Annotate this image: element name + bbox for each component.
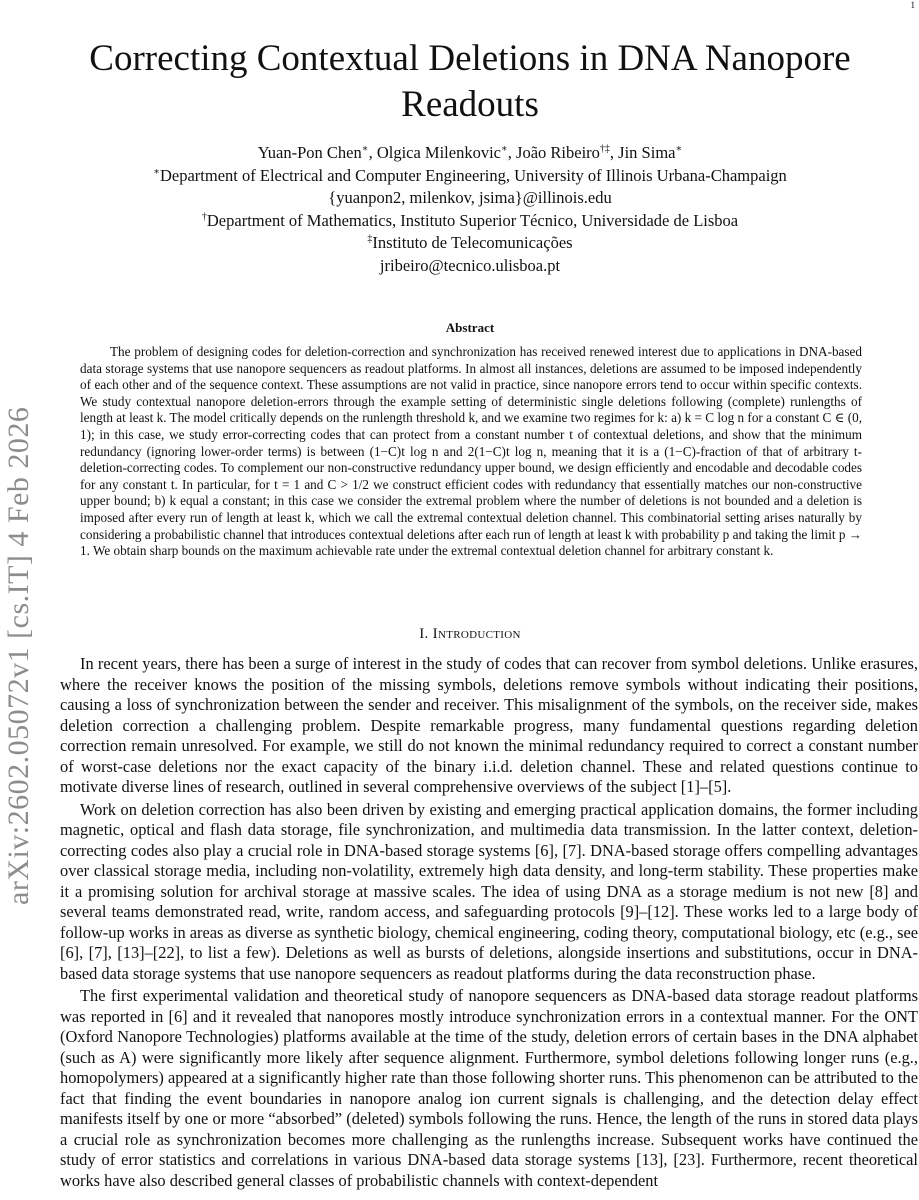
arxiv-identifier: arXiv:2602.05072v1 [cs.IT] 4 Feb 2026: [2, 406, 35, 905]
section-title: Introduction: [432, 626, 521, 642]
body-paragraph: In recent years, there has been a surge of interest in the study of codes that can recover from symbol deletions. Unlike erasures, where the receiver knows the position of the missing symbols, deletions remove symbols without indicating their positions, causing a loss of synchronization between the sender and receiver. This misalignment of the symbols, on the receiver side, makes deletion correction a challenging problem. Despite remarkable progress, many fundamental questions regarding deletion correction remain unresolved. For example, we still do not known the minimal redundancy required to correct a constant number of worst-case deletions nor the exact capacity of the binary i.i.d. deletion channel. These and related questions continue to motivate diverse lines of research, outlined in several comprehensive overviews of the subject [1]–[5].: [60, 654, 918, 796]
author-name: Yuan-Pon Chen: [257, 143, 362, 162]
affiliation-line: [60, 232, 880, 255]
affiliation-text: Department of Mathematics, Instituto Superior Técnico, Universidade de Lisboa: [206, 210, 739, 230]
author-name: , João Ribeiro: [507, 143, 600, 162]
page-number: 1: [910, 0, 915, 10]
section-body: [60, 654, 918, 1193]
affiliation-line: [60, 210, 880, 233]
affiliation-mark: †: [201, 211, 207, 222]
email-line: {yuanpon2, milenkov, jsima}@illinois.edu: [328, 188, 612, 207]
paper-title: Correcting Contextual Deletions in DNA Nanopore Readouts: [89, 38, 851, 125]
author-name: , Jin Sima: [609, 143, 676, 162]
affiliation-text: Department of Electrical and Computer Engineering, University of Illinois Urbana-Champaign: [159, 165, 787, 185]
abstract-text: The problem of designing codes for deletion-correction and synchronization has received renewed interest due to applications in DNA-based data storage systems that use nanopore sequencers as readout platforms. In almost all instances, deletions are assumed to be imposed independently of each other and of the sequence context. These assumptions are not valid in practice, since nanopore errors tend to occur within specific contexts. We study contextual nanopore deletion-errors through the example setting of deterministic single deletions following (complete) runlengths of length at least k. The model critically depends on the runlength threshold k, and we examine two regimes for k: a) k = C log n for a constant C ∈ (0, 1); in this case, we study error-correcting codes that can protect from a constant number t of contextual deletions, and show that the minimum redundancy (ignoring lower-order terms) is between (1−C)t log n and 2(1−C)t log n, meaning that it is a (1−C)-fraction of that of arbitrary t-deletion-correcting codes. To complement our non-constructive redundancy upper bound, we design efficiently and encodable and decodable codes for any constant t. In particular, for t = 1 and C > 1/2 we construct efficient codes with redundancy that essentially matches our non-constructive upper bound; b) k equal a constant; in this case we consider the extremal problem where the number of deletions is not bounded and a deletion is imposed after every run of length at least k, which we call the extremal contextual deletion channel. This combinatorial setting arises naturally by considering a probabilistic channel that introduces contextual deletions after each run of length at least k with probability p and taking the limit p → 1. We obtain sharp bounds on the maximum achievable rate under the extremal contextual deletion channel for arbitrary constant k.: [80, 344, 862, 559]
affiliation-mark: ‡: [367, 233, 373, 245]
affiliation-mark: ∗: [153, 166, 160, 177]
affiliation-mark: ∗: [501, 143, 508, 155]
body-paragraph: The first experimental validation and theoretical study of nanopore sequencers as DNA-based data storage readout platforms was reported in [6] and it revealed that nanopores mostly introduce synchronization errors in a contextual manner. For the ONT (Oxford Nanopore Technologies) platforms available at the time of the study, deletion errors of certain bases in the DNA alphabet (such as A) were significantly more likely after sequence alignment. Furthermore, symbol deletions following longer runs (e.g., homopolymers) appeared at a significantly higher rate than those following shorter runs. This phenomenon can be attributed to the fact that finding the event boundaries in nanopore analog ion current signals is challenging, and the detection delay effect manifests itself by one or more “absorbed” (deleted) symbols following the runs. Hence, the length of the runs in stored data plays a crucial role as synchronization becomes more challenging as the runlengths increase. Subsequent works have continued the study of error statistics and correlations in various DNA-based data storage systems [13], [23]. Furthermore, recent theoretical works have also described general classes of probabilistic channels with context-dependent: [60, 986, 918, 1190]
affiliation-mark: ∗: [361, 143, 369, 155]
abstract-heading: Abstract: [445, 320, 495, 335]
author-block: [60, 142, 880, 277]
affiliation-line: [60, 165, 880, 188]
affiliation-mark: †‡: [599, 143, 610, 155]
author-name: , Olgica Milenkovic: [368, 143, 501, 162]
affiliation-text: Instituto de Telecomunicações: [372, 233, 573, 252]
author-list: [60, 142, 880, 165]
body-paragraph: Work on deletion correction has also been driven by existing and emerging practical application domains, the former including magnetic, optical and flash data storage, file synchronization, and multimedia data transmission. In the latter context, deletion-correcting codes also play a crucial role in DNA-based storage systems [6], [7]. DNA-based storage offers compelling advantages over classical storage media, including non-volatility, extremely high data density, and long-term stability. These properties make it a promising solution for archival storage at massive scales. The idea of using DNA as a storage medium is not new [8] and several teams demonstrated read, write, random access, and safeguarding protocols [9]–[12]. These works led to a large body of follow-up works in areas as diverse as synthetic biology, chemical engineering, coding theory, computational biology, etc (e.g., see [6], [7], [13]–[22], to list a few). Deletions as well as bursts of deletions, alongside insertions and substitutions, occur in DNA-based data storage systems that use nanopore sequencers as readout platforms during the data reconstruction phase.: [60, 799, 918, 983]
affiliation-mark: ∗: [675, 143, 683, 155]
section-heading: [60, 626, 880, 643]
section-numeral: I.: [419, 626, 433, 642]
email-line: jribeiro@tecnico.ulisboa.pt: [379, 255, 561, 275]
